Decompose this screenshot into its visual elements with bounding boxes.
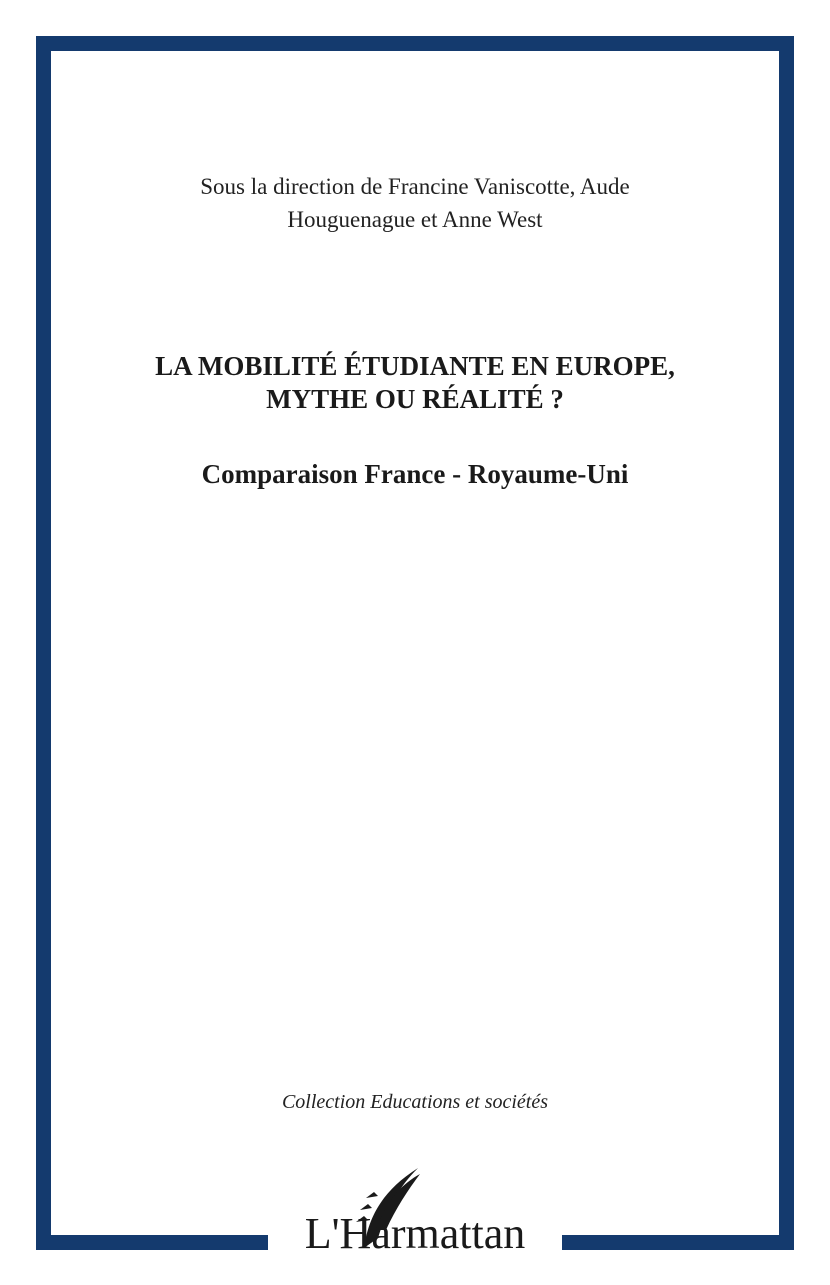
authors [110, 170, 720, 236]
authors-line-2: Houguenague et Anne West [287, 207, 543, 232]
title-line-2: MYTHE OU RÉALITÉ ? [266, 384, 564, 414]
frame-bottom-right [562, 1235, 794, 1250]
frame-bottom-left [36, 1235, 268, 1250]
collection-name: Collection Educations et sociétés [281, 1091, 549, 1113]
book-subtitle: Comparaison France - Royaume-Uni [201, 459, 629, 489]
authors-line-1: Sous la direction de Francine Vaniscotte, Aude [200, 174, 630, 199]
title-line-1: LA MOBILITÉ ÉTUDIANTE EN EUROPE, [155, 351, 675, 381]
quill-logo-icon [268, 1160, 562, 1260]
publisher-name: L'Harmattan [304, 1209, 526, 1258]
book-title [80, 350, 750, 416]
publisher-logo [268, 1160, 562, 1260]
